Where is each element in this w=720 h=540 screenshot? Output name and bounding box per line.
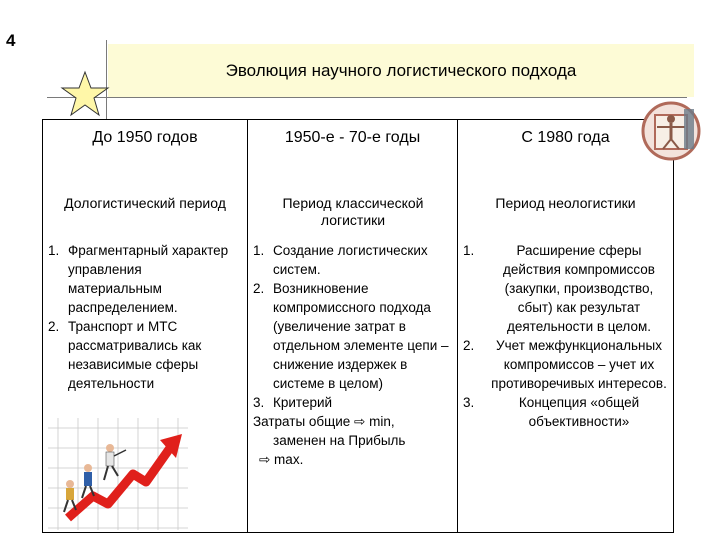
- column-list-1: [48, 241, 238, 393]
- period-label-1: Дологистический период: [64, 195, 226, 211]
- period-label-3: Период неологистики: [495, 195, 636, 211]
- list-item: 1. Фрагментарный характер управления материальным распределением.: [48, 243, 229, 315]
- column-header-1: До 1950 годов: [92, 129, 198, 146]
- slide-number: 4: [6, 31, 16, 50]
- column-divider: [247, 120, 248, 532]
- period-label-2: Период классической логистики: [282, 195, 424, 228]
- column-divider: [457, 120, 458, 532]
- list-item: 2. Учет межфункциональных компромиссов – учет их противоречивых интересов.: [463, 338, 667, 391]
- criterion-line-1: Затраты общие ⇨ min,: [253, 414, 395, 429]
- climbing-people-chart-icon: [48, 418, 188, 530]
- vitruvian-logo-icon: [640, 97, 702, 165]
- criterion-line-2: заменен на Прибыль: [273, 433, 406, 448]
- column-list-3: [463, 241, 669, 431]
- header-rule: [47, 97, 687, 98]
- slide-title: Эволюция научного логистического подхода: [108, 44, 694, 97]
- column-header-2: 1950-е - 70-е годы: [284, 129, 421, 146]
- star-icon: [60, 70, 110, 118]
- column-header-3: С 1980 года: [521, 129, 610, 146]
- list-item: 2. Возникновение компромиссного подхода (увеличение затрат в отдельном элементе цепи – снижение издержек в системе в целом): [253, 281, 449, 391]
- list-item: 1. Расширение сферы действия компромиссов (закупки, производство, сбыт) как результат деятельности в целом.: [463, 243, 655, 334]
- list-item: 2. Транспорт и МТС рассматривались как независимые сферы деятельности: [48, 319, 202, 391]
- column-list-2: [253, 241, 451, 469]
- list-item: 3. Критерий: [253, 395, 333, 410]
- list-item: 3. Концепция «общей объективности»: [463, 395, 640, 429]
- list-item: 1. Создание логистических систем.: [253, 243, 428, 277]
- criterion-line-3: ⇨ max.: [259, 452, 304, 467]
